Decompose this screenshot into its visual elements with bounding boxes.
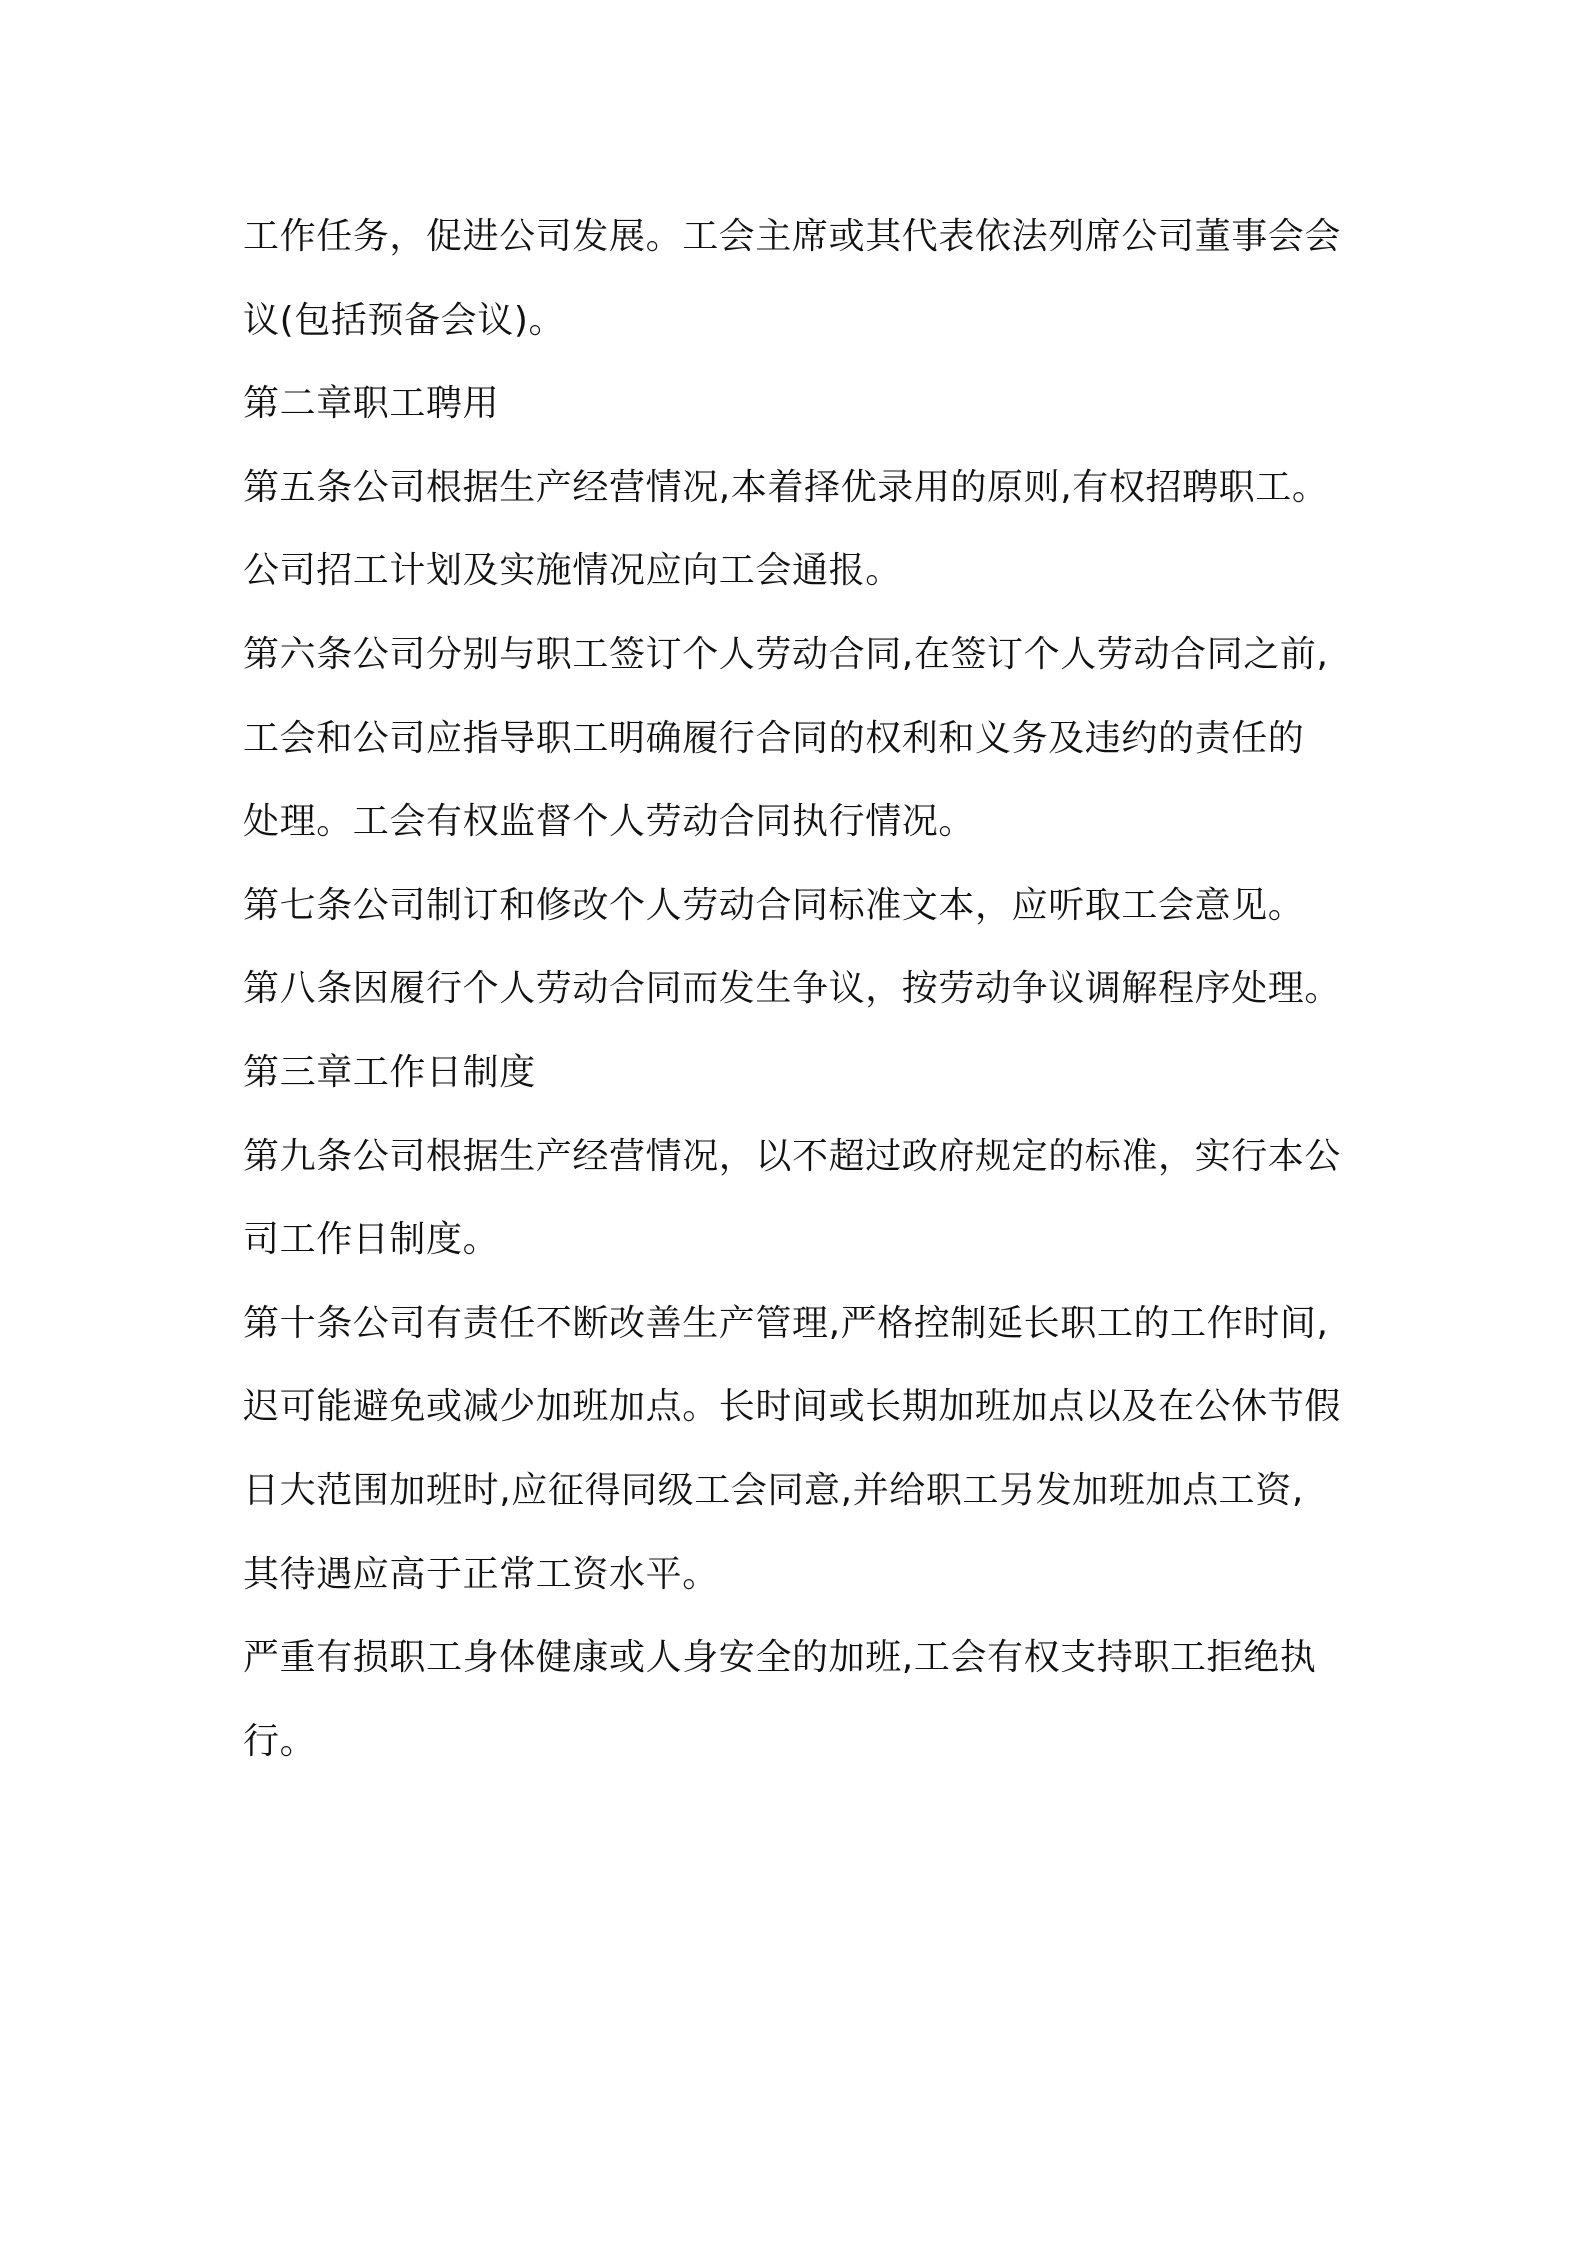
chapter-heading: 第二章职工聘用 — [243, 383, 500, 425]
article-line: 第九条公司根据生产经营情况，以不超过政府规定的标准，实行本公 — [243, 1135, 1342, 1177]
paragraph-line: 议(包括预备会议)。 — [243, 299, 566, 341]
article-line: 迟可能避免或减少加班加点。长时间或长期加班加点以及在公休节假 — [243, 1386, 1342, 1428]
article-line: 第七条公司制订和修改个人劳动合同标准文本，应听取工会意见。 — [243, 884, 1305, 926]
article-line: 处理。工会有权监督个人劳动合同执行情况。 — [243, 801, 976, 843]
article-line: 日大范围加班时,应征得同级工会同意,并给职工另发加班加点工资, — [243, 1469, 1304, 1511]
article-line: 公司招工计划及实施情况应向工会通报。 — [243, 550, 902, 592]
document-body — [243, 195, 1383, 1783]
article-line: 第五条公司根据生产经营情况,本着择优录用的原则,有权招聘职工。 — [243, 466, 1329, 508]
article-line: 行。 — [243, 1720, 317, 1762]
article-line: 司工作日制度。 — [243, 1219, 500, 1261]
article-line: 第八条因履行个人劳动合同而发生争议，按劳动争议调解程序处理。 — [243, 968, 1342, 1010]
article-line: 工会和公司应指导职工明确履行合同的权利和义务及违约的责任的 — [243, 717, 1305, 759]
article-line: 其待遇应高于正常工资水平。 — [243, 1553, 719, 1595]
article-line: 严重有损职工身体健康或人身安全的加班,工会有权支持职工拒绝执 — [243, 1637, 1317, 1679]
paragraph-line: 工作任务，促进公司发展。工会主席或其代表依法列席公司董事会会 — [243, 216, 1342, 257]
article-line: 第十条公司有责任不断改善生产管理,严格控制延长职工的工作时间, — [243, 1302, 1329, 1344]
article-line: 第六条公司分别与职工签订个人劳动合同,在签订个人劳动合同之前, — [243, 633, 1329, 675]
chapter-heading: 第三章工作日制度 — [243, 1051, 536, 1093]
